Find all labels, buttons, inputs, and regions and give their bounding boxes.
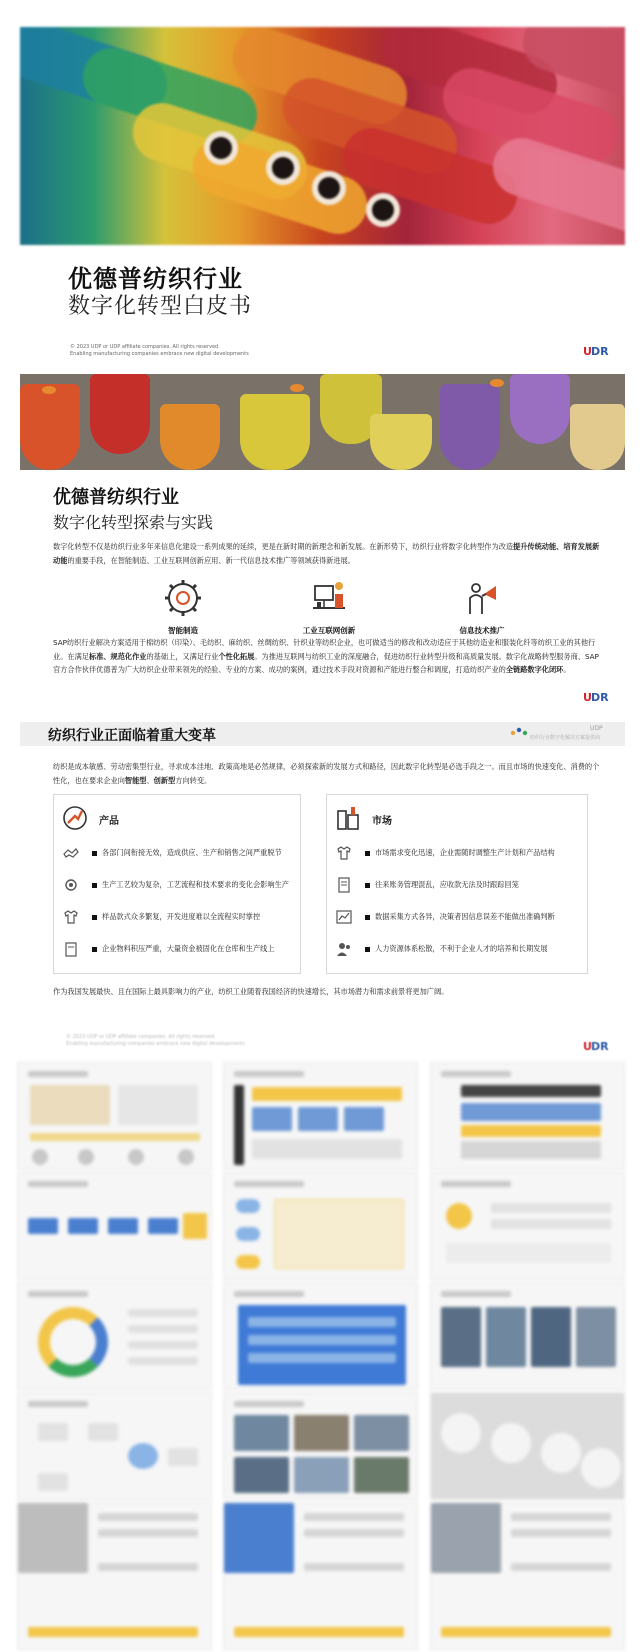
feature-industrial-internet: 工业互联网创新 bbox=[284, 578, 374, 636]
market-item: 数据采集方式各异，决策者因信息误差不能做出准确判断 bbox=[335, 906, 579, 928]
page3-copyright: © 2023 UDP or UDP affiliate companies. All rights reserved. Enabling manufacturing companies embrace new digital developments bbox=[66, 1034, 245, 1047]
cover-thread-photo bbox=[20, 27, 625, 245]
udp-caption: 纺织行业数字化解决方案提供商 bbox=[530, 735, 601, 741]
thumbnail-page bbox=[430, 1062, 625, 1170]
udp-mark: UDP bbox=[590, 725, 603, 732]
thumbnail-page bbox=[17, 1502, 212, 1650]
section-title: 纺织行业正面临着重大变革 bbox=[48, 728, 216, 744]
page2-sap-description: SAP纺织行业解决方案适用于棉纺织（印染）、毛纺织、麻纺织、丝绸纺织、针织业等纺织企业，也可做适当的修改和改动适应于其他纺造业和服装化纤等纺织工业的其他行业。在满足标准、规范化作业的基础上，又满足行业个性化拓展。为推进互联网与纺织工业的深度融合，促进纺织行业转型升级和高质量发展。数字化战略转型服务商、SAP官方合作伙伴优德普为广大纺织企业带来领先的经验、专业的方案、成功的案例，通过技术手段对资源和产能进行整合和调度，打造纺织产业的全链路数字化闭环。 bbox=[53, 638, 599, 674]
thumbnail-page bbox=[223, 1282, 418, 1390]
chart-icon bbox=[335, 908, 353, 926]
page2-intro: 数字化转型不仅是纺织行业多年来信息化建设一系列成果的延续，更是在新时期的新理念和新发展。在新形势下，纺织行业将数字化转型作为改造提升传统动能、培育发展新动能的重要手段，在智能制造、工业互联网创新应用、新一代信息技术推广等领域获得新进展。 bbox=[53, 542, 600, 565]
udp-logo: U DR bbox=[583, 345, 609, 358]
product-wrench-icon bbox=[62, 805, 88, 831]
page3-intro: 纺织是成本敏感、劳动密集型行业，寻求成本洼地、政策高地是必然规律，必须探索新的发展方式和路径，因此数字化转型是必选手段之一。而且市场的快速变化、消费的个性化，也在要求企业向智能型、创新型方向转变。 bbox=[53, 762, 600, 785]
people-icon bbox=[335, 940, 353, 958]
brand-dots-icon bbox=[510, 727, 530, 737]
thumbnail-page bbox=[223, 1392, 418, 1500]
market-item: 市场需求变化迅速，企业需随时调整生产计划和产品结构 bbox=[335, 842, 579, 864]
thumbnail-page bbox=[17, 1282, 212, 1390]
cover-copyright: © 2023 UDP or UDP affiliate companies. All rights reserved. Enabling manufacturing companies embrace new digital developments bbox=[70, 344, 249, 357]
product-card-title: 产品 bbox=[99, 816, 119, 827]
thumbnail-page bbox=[223, 1172, 418, 1280]
cover-title: 优德普纺织行业 bbox=[68, 265, 243, 293]
thumbnail-page bbox=[430, 1392, 625, 1500]
shirt-icon bbox=[335, 844, 353, 862]
box-icon bbox=[62, 940, 80, 958]
handshake-icon bbox=[62, 844, 80, 862]
udp-logo-page2: U DR bbox=[583, 691, 609, 704]
market-item: 人力资源体系松散，不利于企业人才的培养和长期发展 bbox=[335, 938, 579, 960]
thumbnail-page bbox=[17, 1392, 212, 1500]
udp-logo-page3: U DR bbox=[583, 1040, 609, 1053]
market-building-icon bbox=[335, 805, 361, 831]
product-item: 生产工艺较为复杂，工艺流程和技术要求的变化会影响生产 bbox=[62, 874, 292, 896]
spool-banner-photo bbox=[20, 374, 625, 470]
product-card bbox=[53, 794, 301, 974]
thumbnail-page bbox=[430, 1282, 625, 1390]
market-card bbox=[326, 794, 588, 974]
thumbnail-page bbox=[430, 1172, 625, 1280]
product-item: 各部门间衔接无效，造成供应、生产和销售之间严重脱节 bbox=[62, 842, 292, 864]
page3-footer-text: 作为我国发展最快、且在国际上最具影响力的产业，纺织工业随着我国经济的快速增长，其市场潜力和需求前景将更加广阔。 bbox=[53, 987, 449, 996]
product-item: 企业物料积压严重，大量资金被固化在仓库和生产线上 bbox=[62, 938, 292, 960]
cover-subtitle: 数字化转型白皮书 bbox=[68, 294, 253, 319]
thumbnail-page bbox=[17, 1172, 212, 1280]
thumbnail-page bbox=[430, 1502, 625, 1650]
smart-manufacturing-icon bbox=[163, 578, 203, 618]
feature-it-promotion: 信息技术推广 bbox=[442, 578, 522, 636]
document-icon bbox=[335, 876, 353, 894]
feature-smart-manufacturing: 智能制造 bbox=[148, 578, 218, 636]
it-promotion-icon bbox=[462, 578, 502, 618]
market-card-title: 市场 bbox=[372, 816, 392, 827]
market-item: 往来账务管理混乱，应收款无法及时跟踪回笼 bbox=[335, 874, 579, 896]
industrial-internet-icon bbox=[309, 578, 349, 618]
product-item: 样品款式众多繁复，开发进度难以全流程实时掌控 bbox=[62, 906, 292, 928]
tshirt-icon bbox=[62, 908, 80, 926]
page2-subtitle: 数字化转型探索与实践 bbox=[53, 513, 214, 532]
gear-icon bbox=[62, 876, 80, 894]
thumbnail-page bbox=[17, 1062, 212, 1170]
thumbnail-page bbox=[223, 1062, 418, 1170]
thumbnail-page bbox=[223, 1502, 418, 1650]
page2-title: 优德普纺织行业 bbox=[53, 487, 179, 508]
